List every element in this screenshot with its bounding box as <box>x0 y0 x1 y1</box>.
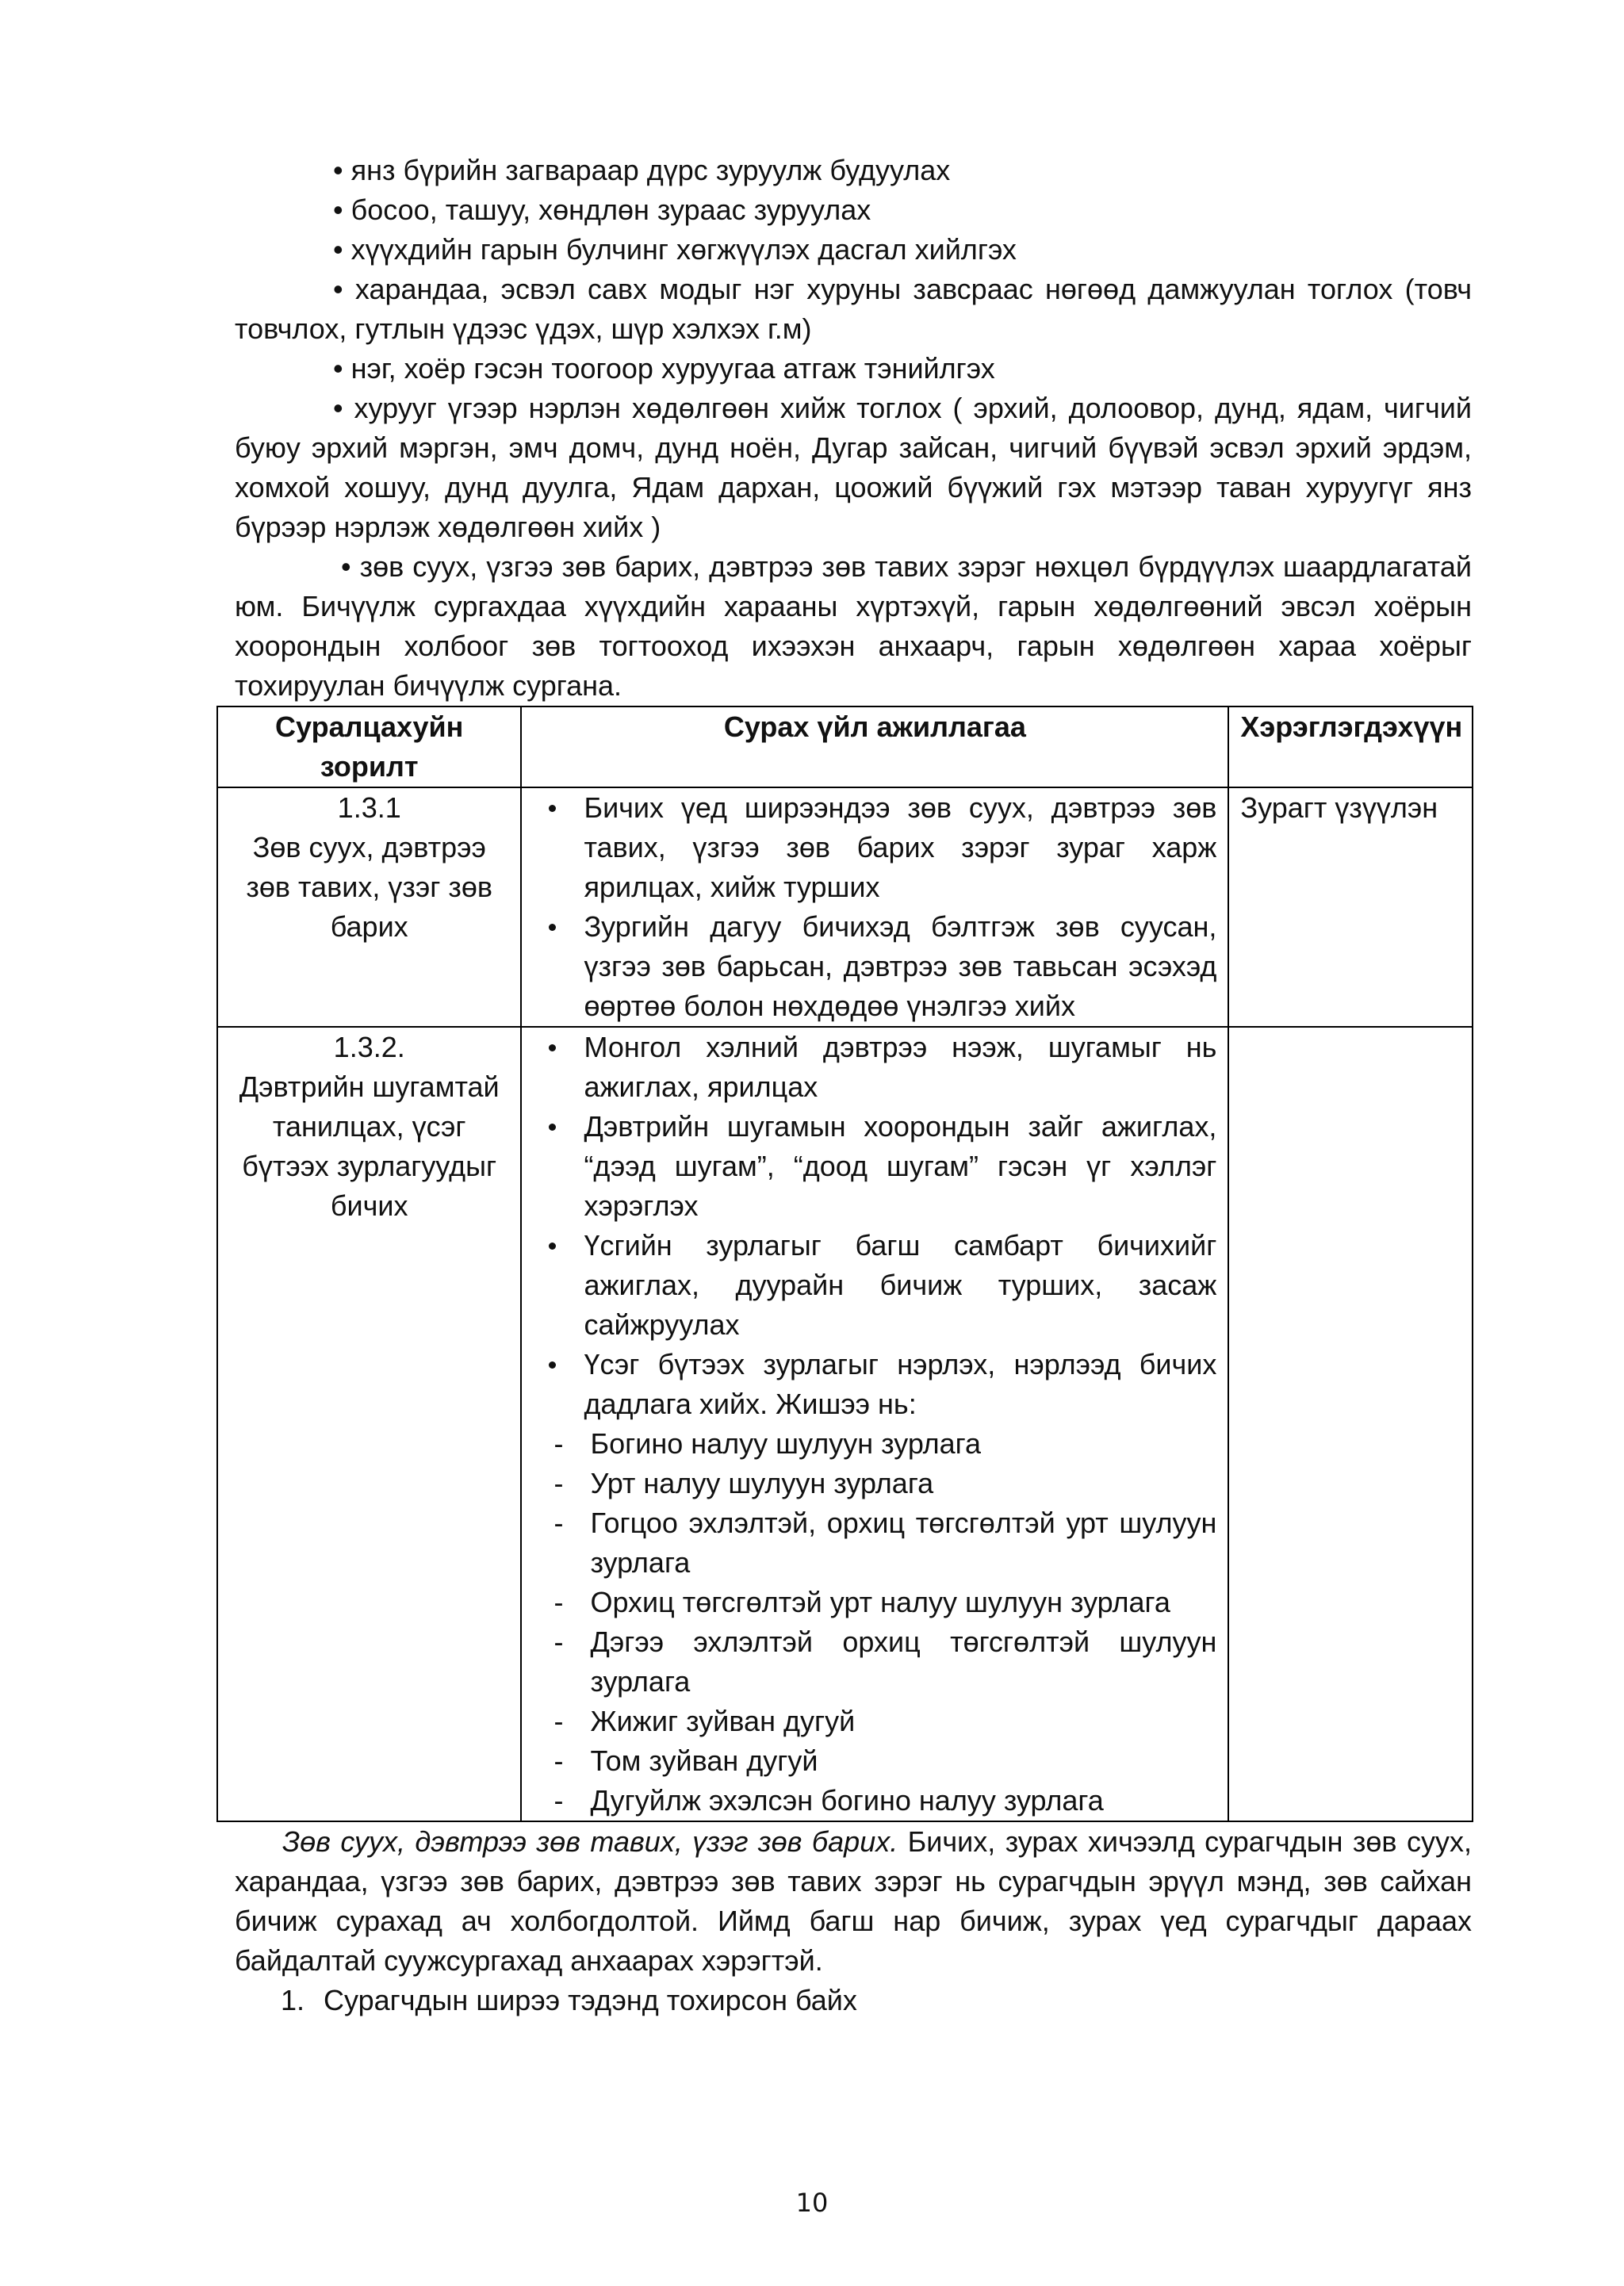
activity-cell <box>521 1027 1228 1821</box>
list-item: - Орхиц төгсгөлтэй урт налуу шулуун зурлага <box>533 1583 1216 1622</box>
list-item: - Урт налуу шулуун зурлага <box>533 1464 1216 1503</box>
list-item: - Богино налуу шулуун зурлага <box>533 1424 1216 1464</box>
page-content <box>235 151 1472 2020</box>
learning-objectives-table <box>216 706 1473 1822</box>
list-item: Үсгийн зурлагыг багш самбарт бичихийг ажиглах, дуурайн бичиж турших, засаж сайжруулах <box>533 1226 1216 1345</box>
materials-cell <box>1228 1027 1473 1821</box>
table-row <box>217 787 1473 1027</box>
body-paragraph <box>235 1822 1472 1981</box>
numbered-item-number: 1. <box>281 1984 305 2016</box>
header-materials: Хэрэглэгдэхүүн <box>1228 706 1473 787</box>
bullet-line: • нэг, хоёр гэсэн тоогоор хуруугаа атгаж тэнийлгэх <box>333 352 995 385</box>
numbered-item-text: Сурагчдын ширээ тэдэнд тохирсон байх <box>324 1984 857 2016</box>
materials-cell: Зурагт үзүүлэн <box>1228 787 1473 1027</box>
activity-list <box>533 788 1216 1026</box>
list-item: - Дугуйлж эхэлсэн богино налуу зурлага <box>533 1781 1216 1821</box>
italic-lead: Зөв суух, дэвтрээ зөв тавих, үзэг зөв барих. <box>282 1825 898 1858</box>
list-item: Дэвтрийн шугамын хоорондын зайг ажиглах, “дээд шугам”, “доод шугам” гэсэн үг хэллэг хэрэглэх <box>533 1107 1216 1226</box>
table-header-row <box>217 706 1473 787</box>
list-item: Үсэг бүтээх зурлагыг нэрлэх, нэрлээд бичих дадлага хийх. Жишээ нь: <box>533 1345 1216 1424</box>
page-number: 10 <box>795 2188 829 2218</box>
list-item: Монгол хэлний дэвтрээ нээж, шугамыг нь ажиглах, ярилцах <box>533 1028 1216 1107</box>
bullet-line: • янз бүрийн загвараар дүрс зуруулж будуулах <box>333 154 951 186</box>
bullet-line: • хүүхдийн гарын булчинг хөгжүүлэх дасгал хийлгэх <box>333 233 1017 266</box>
list-item: - Том зуйван дугуй <box>533 1741 1216 1781</box>
header-objective: Суралцахуйн зорилт <box>217 706 521 787</box>
objective-code: 1.3.2. <box>333 1031 405 1063</box>
list-item: - Гогцоо эхлэлтэй, орхиц төгсгөлтэй урт шулуун зурлага <box>533 1503 1216 1583</box>
paragraph-text: Бичих, зурах хичээлд сурагчдын зөв суух, харандаа, үзгээ зөв барих, дэвтрээ зөв тавих зэрэг нь сурагчдын эрүүл мэнд, зөв сайхан бичиж сурахад ач холбогдолтой. Иймд багш нар бичиж, зурах үед сурагчдыг дараах байдалтай суужсургахад анхаарах хэрэгтэй. <box>235 1825 1472 1977</box>
bullet-paragraph: • зөв суух, үзгээ зөв барих, дэвтрээ зөв тавих зэрэг нөхцөл бүрдүүлэх шаардлагатай юм. Бичүүлж сургахдаа хүүхдийн харааны хүртэхүй, гарын хөдөлгөөний эвсэл хоёрын хоорондын холбоог зөв тогтооход ихээхэн анхаарч, гарын хөдөлгөөн хараа хоёрыг тохируулан бичүүлж сургана. <box>235 550 1472 702</box>
stroke-examples-list <box>533 1424 1216 1821</box>
list-item: Зургийн дагуу бичихэд бэлтгэж зөв суусан, үзгээ зөв барьсан, дэвтрээ зөв тавьсан эсэхэд өөртөө болон нөхдөдөө үнэлгээ хийх <box>533 907 1216 1026</box>
list-item: Бичих үед ширээндээ зөв суух, дэвтрээ зөв тавих, үзгээ зөв барих зэрэг зураг харж ярилцах, хийж турших <box>533 788 1216 907</box>
bullet-paragraph: • харандаа, эсвэл савх модыг нэг хуруны завсраас нөгөөд дамжуулан тоглох (товч товчлох, гутлын үдээс үдэх, шүр хэлхэх г.м) <box>235 273 1472 345</box>
activity-cell <box>521 787 1228 1027</box>
list-item: - Жижиг зуйван дугуй <box>533 1702 1216 1741</box>
objective-cell <box>217 787 521 1027</box>
bullet-paragraph: • хурууг үгээр нэрлэн хөдөлгөөн хийж тоглох ( эрхий, долоовор, дунд, ядам, чигчий буюу эрхий мэргэн, эмч домч, дунд ноён, Дугар зайсан, чигчий бүүвэй эсвэл эрхий эрдэм, хомхой хошуу, дунд дуулга, Ядам дархан, цоожий бүүжий гэх мэтээр таван хуруугүг янз бүрээр нэрлэж хөдөлгөөн хийх ) <box>235 392 1472 543</box>
list-item: - Дэгээ эхлэлтэй орхиц төгсгөлтэй шулуун зурлага <box>533 1622 1216 1702</box>
table-row <box>217 1027 1473 1821</box>
objective-text: Дэвтрийн шугамтай танилцах, үсэг бүтээх зурлагуудыг бичих <box>239 1070 500 1222</box>
activity-list <box>533 1028 1216 1424</box>
objective-code: 1.3.1 <box>337 791 401 824</box>
objective-text: Зөв суух, дэвтрээ зөв тавих, үзэг зөв барих <box>246 831 493 943</box>
objective-cell <box>217 1027 521 1821</box>
numbered-item <box>235 1981 1472 2020</box>
bullet-line: • босоо, ташуу, хөндлөн зураас зуруулах <box>333 193 871 226</box>
header-activity: Сурах үйл ажиллагаа <box>521 706 1228 787</box>
